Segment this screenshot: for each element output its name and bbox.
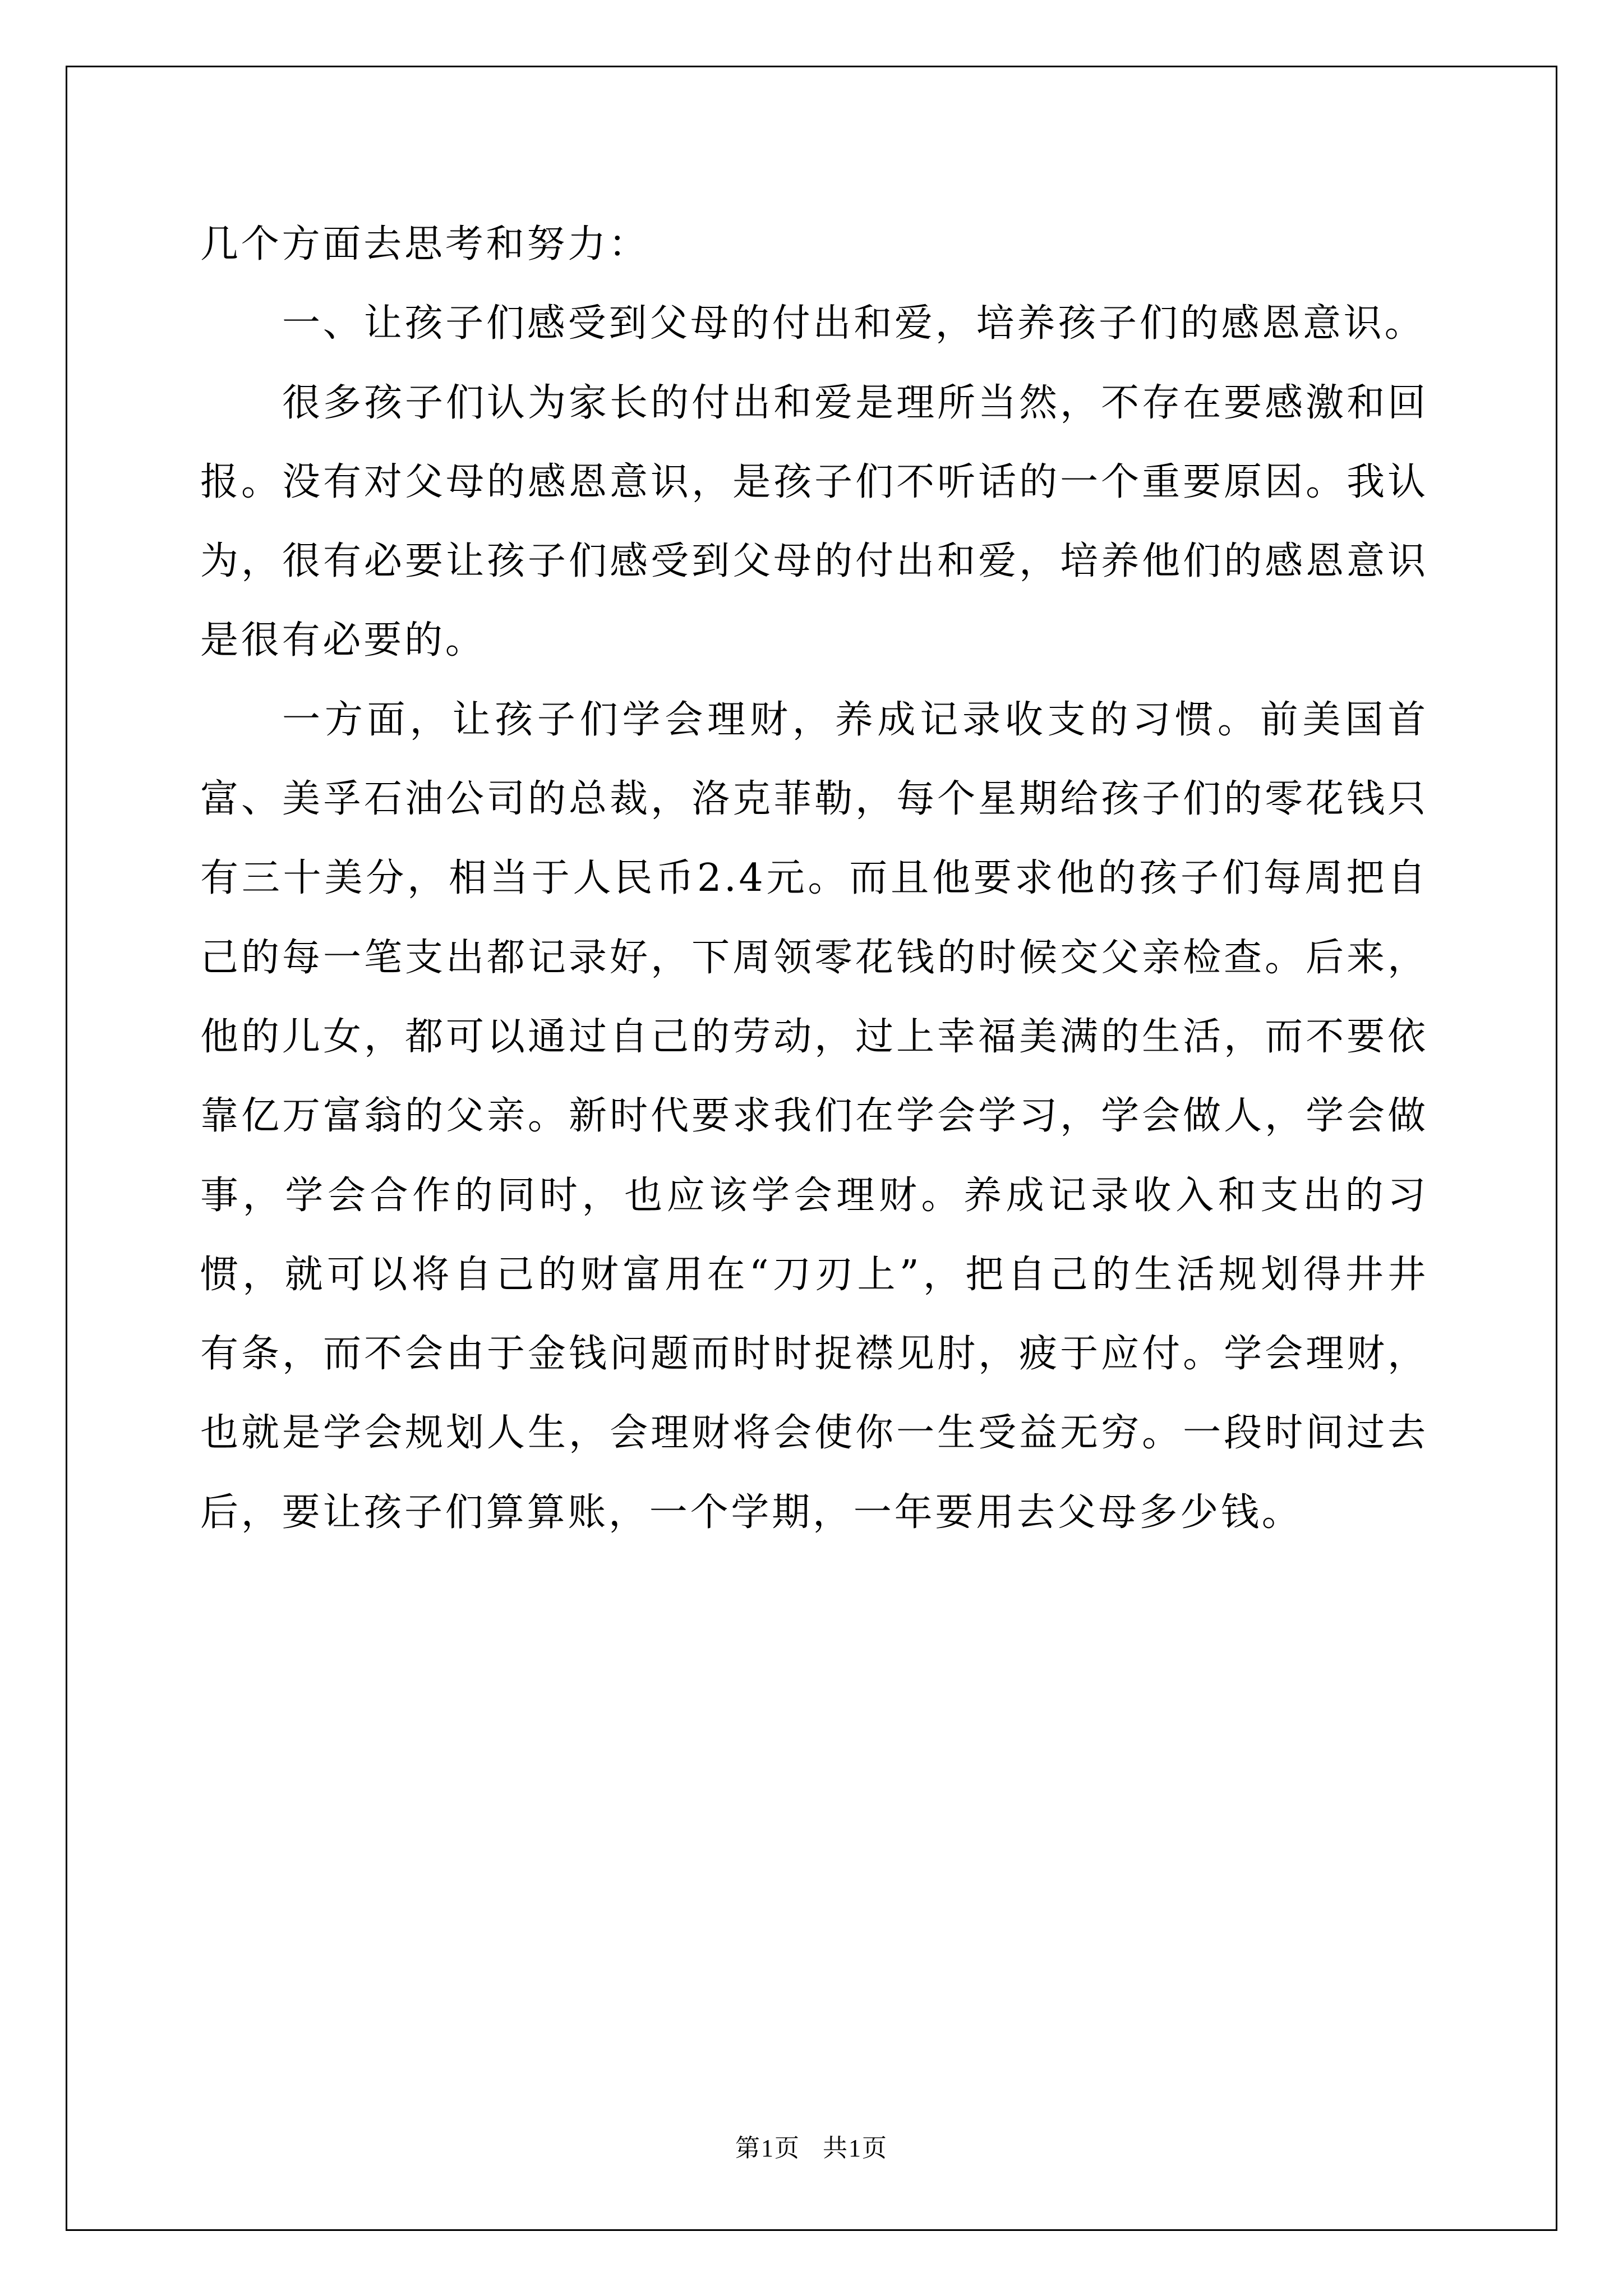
page-number-current: 第1页 [735, 2134, 800, 2162]
document-body [200, 205, 1428, 1552]
page-footer [0, 2132, 1623, 2165]
paragraph-2-heading: 一、让孩子们感受到父母的付出和爱，培养孩子们的感恩意识。 [282, 301, 1426, 346]
page-number-total: 共1页 [823, 2134, 888, 2162]
paragraph-1: 几个方面去思考和努力： [200, 222, 649, 266]
paragraph-4: 一方面，让孩子们学会理财，养成记录收支的习惯。前美国首富、美孚石油公司的总裁，洛克菲勒，每个星期给孩子们的零花钱只有三十美分，相当于人民币2.4元。而且他要求他的孩子们每周把自己的每一笔支出都记录好，下周领零花钱的时候交父亲检查。后来，他的儿女，都可以通过自己的劳动，过上幸福美满的生活，而不要依靠亿万富翁的父亲。新时代要求我们在学会学习，学会做人，学会做事，学会合作的同时，也应该学会理财。养成记录收入和支出的习惯，就可以将自己的财富用在“刀刃上”，把自己的生活规划得井井有条，而不会由于金钱问题而时时捉襟见肘，疲于应付。学会理财，也就是学会规划人生，会理财将会使你一生受益无穷。一段时间过去后，要让孩子们算算账，一个学期，一年要用去父母多少钱。 [200, 697, 1428, 1535]
paragraph-3: 很多孩子们认为家长的付出和爱是理所当然，不存在要感激和回报。没有对父母的感恩意识，是孩子们不听话的一个重要原因。我认为，很有必要让孩子们感受到父母的付出和爱，培养他们的感恩意识是很有必要的。 [200, 380, 1428, 663]
